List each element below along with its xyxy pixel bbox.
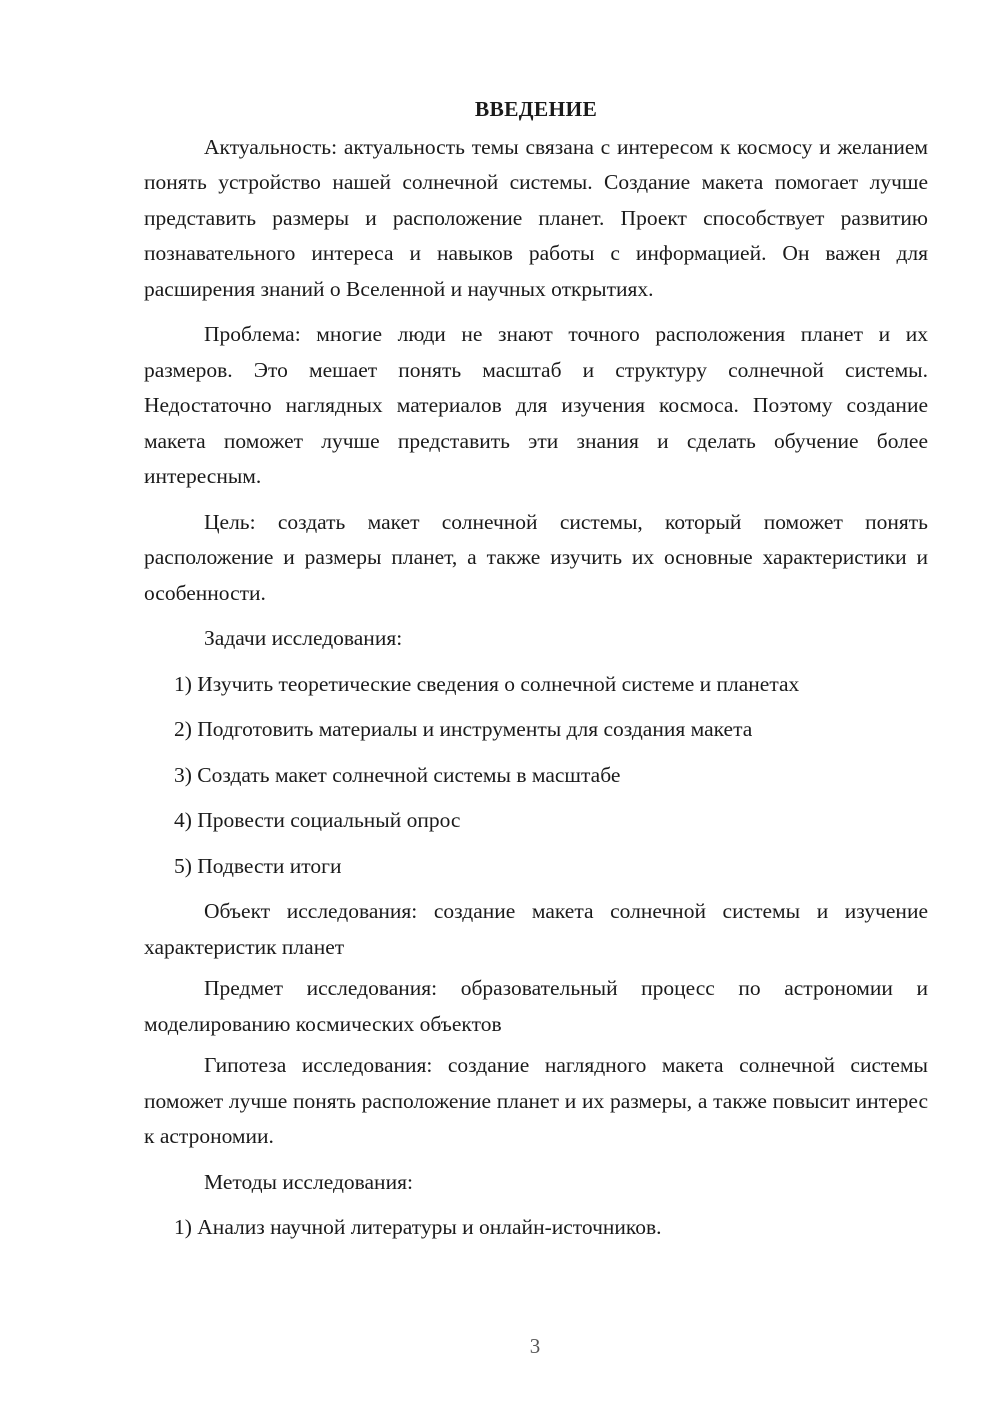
section-heading: ВВЕДЕНИЕ [474, 97, 598, 121]
methods-label: Методы исследования: [204, 1169, 413, 1194]
document-page [144, 92, 928, 1256]
list-item: 1) Анализ научной литературы и онлайн-источников. [174, 1215, 662, 1239]
list-item: 3) Создать макет солнечной системы в масштабе [174, 762, 621, 787]
methods-list [144, 1210, 928, 1246]
list-item: 1) Изучить теоретические сведения о солнечной системе и планетах [174, 671, 800, 696]
goal-paragraph: Цель: создать макет солнечной системы, который поможет понять расположение и размеры планет, а также изучить их основные характеристики и особенности. [144, 509, 928, 605]
tasks-label: Задачи исследования: [204, 626, 403, 650]
page-number: 3 [529, 1334, 541, 1358]
object-paragraph: Объект исследования: создание макета солнечной системы и изучение характеристик планет [144, 899, 928, 959]
tasks-list [144, 667, 928, 885]
list-item: 5) Подвести итоги [174, 853, 342, 878]
subject-paragraph: Предмет исследования: образовательный процесс по астрономии и моделированию космических объектов [144, 976, 928, 1036]
hypothesis-paragraph: Гипотеза исследования: создание наглядного макета солнечной системы поможет лучше понять расположение планет и их размеры, а также повысит интерес к астрономии. [144, 1053, 928, 1148]
relevance-paragraph: Актуальность: актуальность темы связана с интересом к космосу и желанием понять устройство нашей солнечной системы. Создание макета помогает лучше представить размеры и расположение планет. Проект способствует развитию познавательного интереса и навыков работы с информацией. Он важен для расширения знаний о Вселенной и научных открытиях. [144, 134, 928, 301]
list-item: 2) Подготовить материалы и инструменты для создания макета [174, 717, 753, 741]
problem-paragraph: Проблема: многие люди не знают точного расположения планет и их размеров. Это мешает понять масштаб и структуру солнечной системы. Недостаточно наглядных материалов для изучения космоса. Поэтому создание макета поможет лучше представить эти знания и сделать обучение более интересным. [144, 322, 928, 488]
list-item: 4) Провести социальный опрос [174, 808, 461, 832]
